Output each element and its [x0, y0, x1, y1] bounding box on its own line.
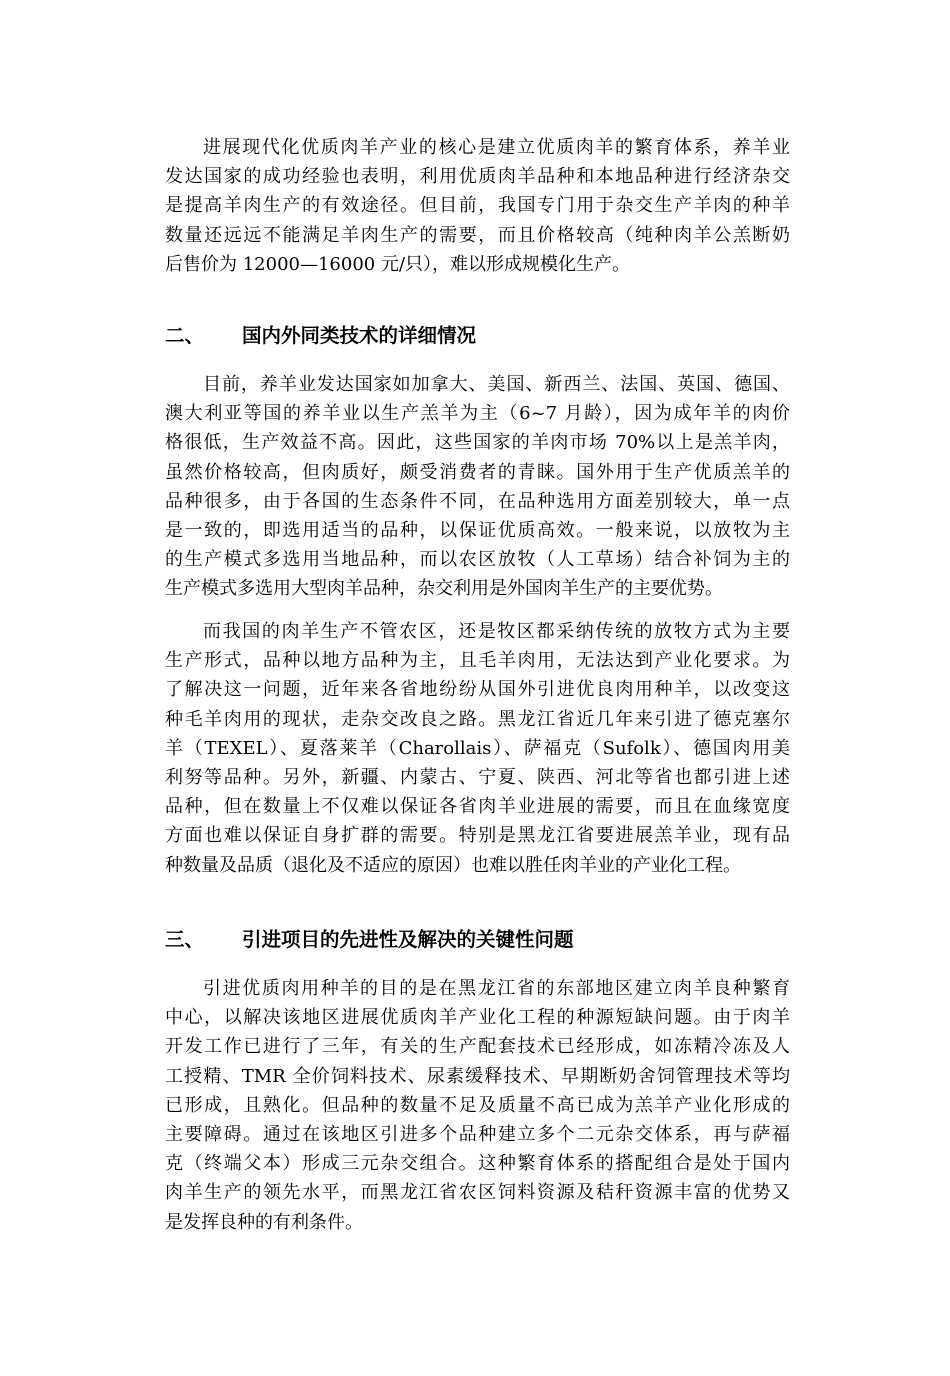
intro-paragraph [165, 133, 790, 279]
paragraph-line: 引进优质肉用种羊的目的是在黑龙江省的东部地区建立肉羊良种繁育 [203, 978, 790, 999]
section-title: 引进项目的先进性及解决的关键性问题 [242, 928, 574, 951]
paragraph-line: 主要障碍。通过在该地区引进多个品种建立多个二元杂交体系，再与萨福 [165, 1124, 790, 1146]
section-heading [165, 320, 790, 350]
section2-paragraph-2 [165, 617, 790, 880]
paragraph-line: 开发工作已进行了三年，有关的生产配套技术已经形成，如冻精冷冻及人 [165, 1036, 790, 1058]
section-heading [165, 924, 790, 954]
paragraph-line: 已形成，且熟化。但品种的数量不足及质量不高已成为羔羊产业化形成的 [165, 1094, 790, 1116]
section2-paragraph-1 [165, 370, 790, 604]
section-title: 国内外同类技术的详细情况 [242, 324, 477, 347]
paragraph-line: 后售价为 12000—16000 元/只），难以形成规模化生产。 [165, 253, 631, 275]
paragraph-line: 品种很多，由于各国的生态条件不同，在品种选用方面差别较大，单一点 [165, 490, 790, 512]
paragraph-line: 生产模式多选用大型肉羊品种，杂交利用是外国肉羊生产的主要优势。 [165, 578, 723, 600]
paragraph-line: 是提高羊肉生产的有效途径。但目前，我国专门用于杂交生产羊肉的种羊 [165, 195, 790, 217]
paragraph-line: 澳大利亚等国的养羊业以生产羔羊为主（6~7 月龄），因为成年羊的肉价 [165, 403, 790, 425]
paragraph-line: 种数量及品质（退化及不适应的原因）也难以胜任肉羊业的产业化工程。 [165, 854, 741, 876]
paragraph-line: 而我国的肉羊生产不管农区，还是牧区都采纳传统的放牧方式为主要 [203, 621, 790, 642]
paragraph-line: 中心，以解决该地区进展优质肉羊产业化工程的种源短缺问题。由于肉羊 [165, 1007, 790, 1029]
paragraph-line: 方面也难以保证自身扩群的需要。特别是黑龙江省要进展羔羊业，现有品 [165, 825, 790, 847]
section-number: 三、 [165, 928, 205, 951]
paragraph-line: 格很低，生产效益不高。因此，这些国家的羊肉市场 70%以上是羔羊肉， [165, 432, 790, 454]
paragraph-line: 发达国家的成功经验也表明，利用优质肉羊品种和本地品种进行经济杂交 [165, 166, 790, 188]
section-number: 二、 [165, 324, 205, 347]
paragraph-line: 工授精、TMR 全价饲料技术、尿素缓释技术、早期断奶舍饲管理技术等均 [165, 1065, 790, 1087]
paragraph-line: 品种，但在数量上不仅难以保证各省肉羊业进展的需要，而且在血缘宽度 [165, 796, 790, 818]
paragraph-line: 种毛羊肉用的现状，走杂交改良之路。黑龙江省近几年来引进了德克塞尔 [165, 708, 790, 730]
paragraph-line: 的生产模式多选用当地品种，而以农区放牧（人工草场）结合补饲为主的 [165, 549, 790, 571]
paragraph-line: 克（终端父本）形成三元杂交组合。这种繁育体系的搭配组合是处于国内 [165, 1153, 790, 1175]
paragraph-line: 数量还远远不能满足羊肉生产的需要，而且价格较高（纯种肉羊公羔断奶 [165, 224, 790, 246]
paragraph-line: 了解决这一问题，近年来各省地纷纷从国外引进优良肉用种羊，以改变这 [165, 679, 790, 701]
paragraph-line: 目前，养羊业发达国家如加拿大、美国、新西兰、法国、英国、德国、 [203, 374, 790, 395]
paragraph-line: 肉羊生产的领先水平，而黑龙江省农区饲料资源及秸秆资源丰富的优势又 [165, 1182, 790, 1204]
paragraph-line: 进展现代化优质肉羊产业的核心是建立优质肉羊的繁育体系，养羊业 [203, 137, 790, 158]
paragraph-line: 利努等品种。另外，新疆、内蒙古、宁夏、陕西、河北等省也都引进上述 [165, 767, 790, 789]
paragraph-line: 是发挥良种的有利条件。 [165, 1211, 363, 1233]
paragraph-line: 虽然价格较高，但肉质好，颇受消费者的青睐。国外用于生产优质羔羊的 [165, 461, 790, 483]
paragraph-line: 是一致的，即选用适当的品种，以保证优质高效。一般来说，以放牧为主 [165, 520, 790, 542]
section3-paragraph-1 [165, 974, 790, 1237]
paragraph-line: 羊（TEXEL）、夏落莱羊（Charollais）、萨福克（Sufolk）、德国肉用美 [165, 737, 790, 759]
paragraph-line: 生产形式，品种以地方品种为主，且毛羊肉用，无法达到产业化要求。为 [165, 650, 790, 672]
